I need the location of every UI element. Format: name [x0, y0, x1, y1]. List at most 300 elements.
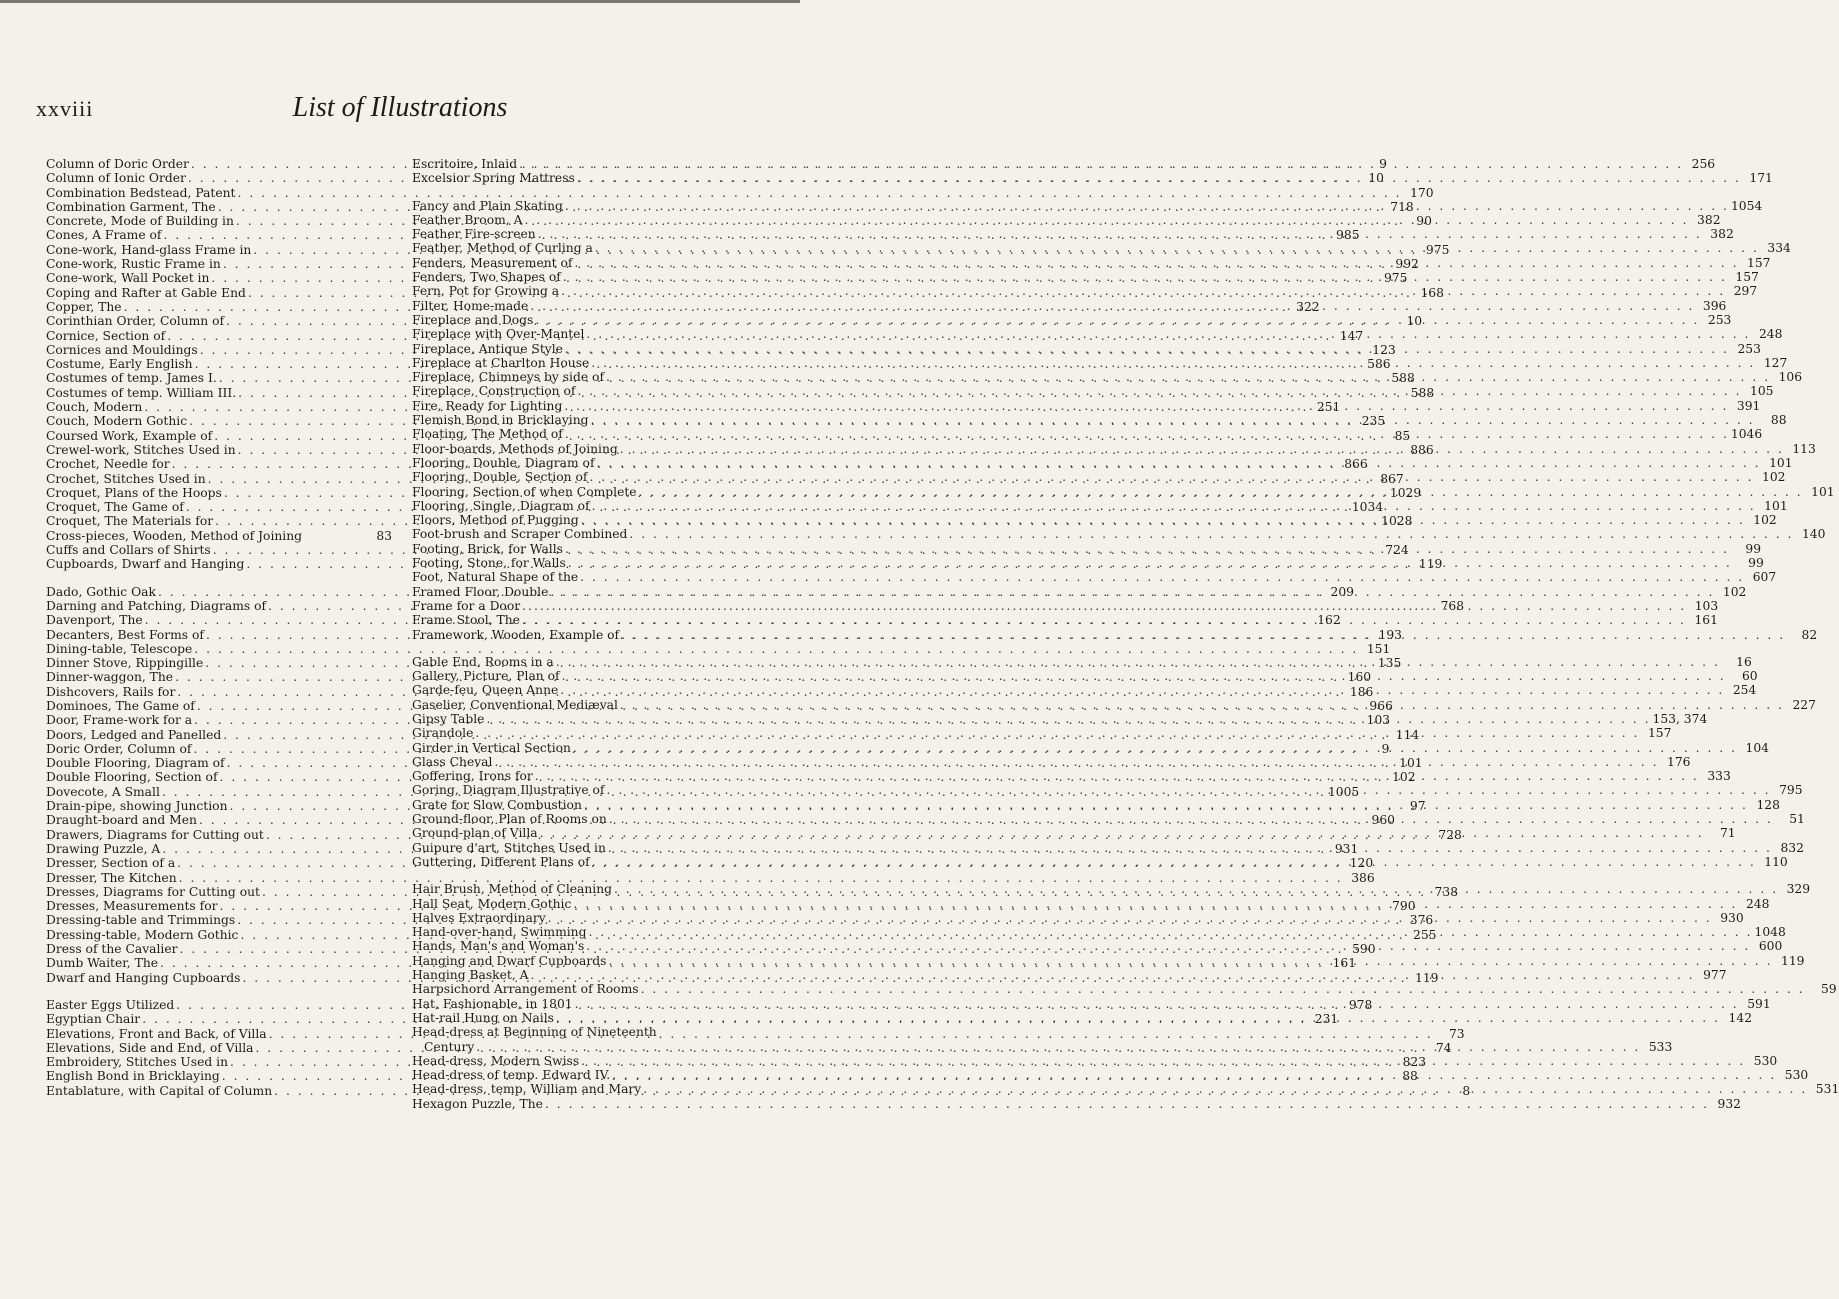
entry-title: Feather, Method of Curling a: [412, 241, 593, 256]
dot-leader: [590, 855, 1758, 869]
entry-page: 1028: [1381, 514, 1413, 529]
dot-leader: [584, 327, 1752, 341]
entry-page: 590: [1352, 942, 1376, 957]
entry-page: 718: [1390, 199, 1414, 214]
entry-page: 176: [1667, 754, 1691, 769]
entry-page: 119: [1418, 557, 1443, 572]
entry-page: 530: [1753, 1053, 1778, 1068]
entry-page: 119: [1415, 970, 1439, 985]
entry-page: 10: [1368, 171, 1384, 186]
index-entry: [46, 641, 1391, 656]
section-gap: [46, 572, 392, 585]
entry-title: Gallery, Picture, Plan of: [412, 669, 560, 684]
entry-title: Goffering, Irons for: [412, 769, 533, 784]
entry-title: Crochet, Needle for: [46, 457, 170, 472]
index-entry: [46, 529, 392, 543]
entry-title: Feather Fire-screen: [412, 227, 536, 242]
entry-title: Dumb Waiter, The: [46, 956, 159, 971]
entry-title: Entablature, with Capital of Column: [46, 1083, 273, 1098]
entry-page: 151: [1366, 641, 1391, 656]
entry-page: 71: [1719, 826, 1736, 841]
entry-title: Hall Seat, Modern Gothic: [412, 896, 572, 911]
entry-title: Dresser, The Kitchen: [46, 870, 177, 885]
entry-page: 992: [1395, 257, 1419, 272]
dot-leader: [590, 499, 1758, 513]
entry-page: 985: [1336, 228, 1360, 243]
dot-leader: [618, 698, 1786, 712]
dot-leader: [571, 741, 1739, 755]
entry-title: Fireplace with Over-Mantel: [412, 327, 585, 342]
dot-leader: [639, 982, 1807, 996]
dot-leader: [619, 628, 1787, 642]
entry-page: 248: [1758, 327, 1783, 342]
entry-title: Dominoes, The Game of: [46, 698, 195, 713]
entry-page: 322: [1296, 299, 1320, 314]
entry-page: 235: [1361, 414, 1386, 429]
dot-leader: [607, 812, 1775, 826]
entry-title: Goring, Diagram Illustrative of: [412, 783, 605, 798]
entry-page: 975: [1383, 271, 1408, 286]
entry-page: 123: [1372, 342, 1396, 357]
entry-title: Cornices and Mouldings: [46, 342, 198, 357]
dot-leader: [548, 585, 1716, 599]
entry-page: 114: [1395, 727, 1420, 742]
index-entry: [412, 740, 1770, 755]
entry-title: Fireplace at Charlton House: [412, 355, 590, 370]
page-number: xxviii: [36, 96, 94, 121]
entry-title: Door, Frame-work for a: [46, 713, 193, 728]
dot-leader: [610, 1068, 1778, 1082]
entry-page: 147: [1339, 328, 1364, 343]
entry-title: Hanging and Dwarf Cupboards: [412, 953, 607, 968]
entry-title: Excelsior Spring Mattress: [412, 171, 575, 186]
entry-page: 886: [1410, 442, 1434, 457]
dot-leader: [559, 284, 1727, 298]
entry-page: 193: [1378, 627, 1402, 642]
dot-leader: [605, 783, 1773, 797]
entry-title: Foot-brush and Scraper Combined: [412, 527, 628, 542]
entry-page: 1046: [1730, 427, 1763, 442]
entry-title: Framed Floor, Double: [412, 584, 549, 599]
entry-page: 591: [1747, 996, 1771, 1011]
section-gap: [412, 869, 770, 882]
entry-title: Head-dress, temp. William and Mary: [412, 1082, 642, 1097]
dot-leader: [517, 157, 1685, 171]
entry-title: Hands, Man's and Woman's: [412, 939, 585, 954]
entry-page: 104: [1745, 740, 1770, 755]
entry-title: Combination Bedstead, Patent: [46, 185, 236, 200]
entry-page: 930: [1720, 910, 1744, 925]
entry-title: Cone-work, Hand-glass Frame in: [46, 242, 252, 257]
entry-title: Costumes of temp. James I.: [46, 371, 217, 386]
entry-title: Dining-table, Telescope: [46, 641, 193, 656]
dot-leader: [586, 925, 1754, 939]
entry-page: 382: [1697, 212, 1721, 227]
entry-title: Floors, Method of Pugging: [412, 513, 579, 528]
index-entry: [412, 1025, 770, 1039]
dot-leader: [584, 939, 1752, 953]
entry-title: Halves Extraordinary: [412, 910, 546, 925]
entry-title: Dresser, Section of a: [46, 856, 176, 871]
entry-title: Dovecote, A Small: [46, 784, 160, 799]
entry-title: Girandole: [412, 726, 474, 741]
entry-title: Fireplace and Dogs: [412, 312, 534, 327]
entry-page: 253: [1737, 341, 1761, 356]
entry-title: Hexagon Puzzle, The: [412, 1096, 543, 1111]
entry-title: Hair Brush, Method of Cleaning: [412, 882, 613, 897]
entry-page: 113: [1792, 441, 1816, 456]
entry-page: 88: [1770, 413, 1787, 428]
entry-title: Cone-work, Rustic Frame in: [46, 257, 221, 272]
entry-page: 168: [1420, 285, 1444, 300]
entry-title: Glass Cheval: [412, 754, 493, 769]
entry-title: Garde-feu, Queen Anne: [412, 683, 559, 698]
entry-page: 120: [1349, 856, 1374, 871]
entry-title: Costumes of temp. William III.: [46, 385, 237, 400]
entry-page: 142: [1728, 1010, 1753, 1025]
entry-title: Dress of the Cavalier: [46, 942, 178, 957]
entry-page: 823: [1402, 1055, 1427, 1070]
entry-page: 960: [1371, 813, 1396, 828]
entry-page: 101: [1764, 498, 1788, 513]
entry-title: Coping and Rafter at Gable End: [46, 285, 246, 300]
entry-title: Decanters, Best Forms of: [46, 627, 204, 642]
entry-page: 248: [1745, 896, 1770, 911]
entry-page: 186: [1349, 684, 1374, 699]
entry-title: Framework, Wooden, Example of: [412, 627, 620, 642]
dot-leader: [554, 1011, 1722, 1025]
entry-page: 588: [1391, 371, 1415, 386]
entry-page: 376: [1409, 913, 1434, 928]
entry-page: 99: [1745, 541, 1762, 556]
entry-title: Crewel-work, Stitches Used in: [46, 442, 236, 457]
dot-leader: [595, 456, 1763, 470]
dot-leader: [520, 613, 1688, 627]
entry-title: Century: [424, 1039, 475, 1054]
entry-title: Hat-rail Hung on Nails: [412, 1010, 554, 1025]
entry-title: Fire, Ready for Lighting: [412, 398, 563, 413]
entry-title: Fenders, Measurement of: [412, 255, 573, 270]
index-entry: [46, 185, 1434, 200]
entry-page: 140: [1801, 527, 1826, 542]
entry-page: 106: [1778, 370, 1803, 385]
entry-title: Cupboards, Dwarf and Hanging: [46, 557, 245, 572]
entry-title: Column of Ionic Order: [46, 171, 186, 186]
entry-title: Dishcovers, Rails for: [46, 684, 176, 699]
entry-title: Draught-board and Men: [46, 813, 197, 828]
entry-title: Fireplace, Construction of: [412, 384, 576, 399]
dot-leader: [560, 669, 1728, 683]
dot-leader: [579, 1054, 1747, 1068]
entry-page: 334: [1767, 241, 1791, 256]
entry-page: 1005: [1327, 784, 1360, 799]
entry-title: Drain-pipe, showing Junction: [46, 799, 228, 814]
entry-title: Egyptian Chair: [46, 1012, 141, 1027]
top-rule: [0, 0, 800, 3]
entry-title: Foot, Natural Shape of the: [412, 570, 579, 585]
dot-leader: [536, 227, 1704, 241]
entry-title: Fenders, Two Shapes of: [412, 270, 561, 285]
index-entry: [412, 570, 1777, 585]
dot-leader: [566, 556, 1734, 570]
entry-title: Cornice, Section of: [46, 328, 166, 343]
dot-leader: [606, 954, 1774, 971]
dot-leader: [561, 270, 1729, 284]
entry-title: Filter, Home-made: [412, 298, 529, 313]
entry-page: 110: [1764, 854, 1788, 869]
section-gap: [412, 642, 770, 655]
entry-title: Croquet, Plans of the Hoops: [46, 485, 222, 500]
entry-title: Couch, Modern: [46, 400, 143, 415]
dot-leader: [563, 542, 1731, 556]
entry-title: Doric Order, Column of: [46, 741, 192, 756]
entry-page: 102: [1753, 513, 1777, 528]
dot-leader: [604, 370, 1772, 384]
entry-title: Hand-over-hand, Swimming: [412, 925, 587, 940]
entry-title: Harpsichord Arrangement of Rooms: [412, 982, 639, 997]
entry-page: 966: [1369, 698, 1393, 713]
entry-page: 9: [1381, 741, 1390, 756]
entry-page: 160: [1347, 670, 1372, 685]
entry-title: Corinthian Order, Column of: [46, 314, 225, 329]
dot-leader: [618, 442, 1786, 456]
entry-title: Croquet, The Materials for: [46, 514, 214, 529]
entry-title: Head-dress at Beginning of Nineteenth: [412, 1025, 657, 1040]
entry-title: Flemish Bond in Bricklaying: [412, 413, 589, 428]
index-entry: [46, 870, 1375, 885]
entry-page: 832: [1780, 840, 1804, 855]
entry-page: 88: [1402, 1069, 1418, 1084]
entry-page: 255: [1413, 927, 1437, 942]
dot-leader: [578, 570, 1746, 584]
entry-title: Doors, Ledged and Panelled: [46, 727, 222, 742]
dot-leader: [641, 1082, 1809, 1096]
entry-page: 1029: [1389, 485, 1422, 500]
entry-title: Escritoire, Inlaid: [412, 157, 518, 171]
entry-title: Hat, Fashionable, in 1801: [412, 996, 573, 1011]
entry-title: Elevations, Front and Back, of Villa: [46, 1026, 267, 1041]
entry-page: 90: [1416, 214, 1432, 229]
entry-page: 724: [1385, 543, 1409, 558]
entry-page: 533: [1648, 1039, 1673, 1054]
dot-leader: [533, 769, 1701, 783]
entry-title: Davenport, The: [46, 613, 143, 628]
entry-title: Gable End, Rooms in a: [412, 654, 554, 669]
dot-leader: [558, 683, 1726, 697]
index-entry: [412, 982, 1837, 997]
section-gap: [46, 985, 392, 998]
entry-title: Girder in Vertical Section: [412, 740, 571, 755]
entry-page: 10: [1406, 314, 1423, 329]
entry-title: Dinner Stove, Rippingille: [46, 656, 204, 671]
entry-title: Grate for Slow Combustion: [412, 797, 582, 812]
entry-page: 530: [1784, 1068, 1809, 1083]
entry-title: Frame for a Door: [412, 598, 521, 613]
entry-page: 256: [1691, 157, 1716, 171]
dot-leader: [529, 968, 1697, 982]
entry-page: 329: [1786, 882, 1811, 897]
entry-page: 600: [1758, 939, 1783, 954]
entry-title: Easter Eggs Utilized: [46, 997, 175, 1012]
dot-leader: [484, 712, 1652, 726]
entry-page: 82: [1801, 627, 1818, 642]
dot-leader: [528, 299, 1696, 313]
entry-page: 153, 374: [1652, 711, 1708, 726]
entry-page: 16: [1736, 654, 1752, 669]
entry-page: 128: [1756, 797, 1780, 812]
entry-title: Dwarf and Hanging Cupboards: [46, 970, 241, 985]
entry-title: Flooring, Single, Diagram of: [412, 498, 590, 513]
entry-page: 1034: [1351, 500, 1384, 515]
entry-page: 59: [1820, 982, 1837, 997]
entry-title: Dresses, Measurements for: [46, 899, 218, 914]
entry-page: 978: [1348, 997, 1373, 1012]
entry-page: 931: [1334, 841, 1359, 856]
entry-title: Gipsy Table: [412, 711, 485, 726]
entry-title: Copper, The: [46, 299, 122, 314]
dot-leader: [563, 199, 1731, 213]
entry-title: Dado, Gothic Oak: [46, 584, 156, 599]
entry-title: Cone-work, Wall Pocket in: [46, 271, 210, 286]
entry-page: 728: [1438, 827, 1462, 842]
entry-title: Frame Stool, The: [412, 613, 520, 628]
entry-title: Drawers, Diagrams for Cutting out: [46, 827, 264, 842]
entry-title: Crochet, Stitches Used in: [46, 471, 206, 486]
dot-leader: [573, 997, 1741, 1011]
dot-leader: [587, 470, 1755, 484]
dot-leader: [637, 485, 1805, 499]
entry-title: Elevations, Side and End, of Villa: [46, 1040, 254, 1055]
entry-page: 251: [1316, 400, 1341, 415]
entry-page: 157: [1747, 255, 1771, 270]
dot-leader: [589, 356, 1757, 370]
entry-page: 162: [1317, 613, 1341, 628]
dot-leader: [606, 841, 1774, 855]
entry-page: 127: [1763, 355, 1788, 370]
dot-leader: [582, 798, 1750, 812]
entry-page: 60: [1741, 669, 1758, 684]
dot-leader: [520, 599, 1688, 613]
dot-leader: [563, 342, 1731, 356]
entry-title: Coursed Work, Example of: [46, 428, 213, 443]
entry-title: Fireplace, Chimneys by side of: [412, 370, 605, 385]
dot-leader: [563, 427, 1731, 441]
entry-page: 396: [1702, 298, 1727, 313]
entry-page: 51: [1789, 812, 1805, 827]
page-title: List of Illustrations: [292, 92, 508, 123]
entry-title: Floor-boards, Methods of Joining: [412, 441, 618, 456]
entry-title: Flooring, Double, Diagram of: [412, 455, 595, 470]
entry-page: 102: [1722, 584, 1747, 599]
page-header: [0, 92, 800, 136]
entry-title: Dresses, Diagrams for Cutting out: [46, 884, 260, 899]
entry-title: Cross-pieces, Wooden, Method of Joining: [46, 528, 303, 543]
entry-title: Croquet, The Game of: [46, 500, 184, 515]
entry-page: 231: [1314, 1012, 1339, 1027]
dot-leader: [571, 897, 1739, 914]
entry-page: 102: [1392, 770, 1416, 785]
entry-page: 588: [1410, 385, 1435, 400]
entry-page: 97: [1409, 799, 1426, 814]
index-entry: [412, 157, 1716, 171]
entry-page: 790: [1392, 899, 1416, 914]
entry-page: 105: [1750, 384, 1774, 399]
entry-title: Gaselier, Conventional Mediæval: [412, 697, 618, 712]
entry-page: 297: [1733, 284, 1758, 299]
dot-leader: [572, 256, 1740, 270]
entry-page: 101: [1811, 484, 1835, 499]
entry-title: Fireplace, Antique Style: [412, 341, 563, 356]
dot-leader: [612, 882, 1780, 896]
entry-title: Ground-floor, Plan of Rooms on: [412, 812, 607, 827]
entry-page: 101: [1769, 455, 1793, 470]
entry-title: Head-dress, Modern Swiss: [412, 1053, 580, 1068]
dot-leader: [554, 655, 1722, 669]
entry-page: 85: [1394, 428, 1411, 443]
entry-page: 157: [1647, 726, 1672, 741]
entry-page: 866: [1344, 457, 1368, 472]
entry-page: 8: [1462, 1083, 1471, 1098]
entry-page: 391: [1736, 398, 1761, 413]
entry-title: Embroidery, Stitches Used in: [46, 1055, 229, 1070]
entry-title: Double Flooring, Section of: [46, 770, 218, 785]
entry-page: 586: [1367, 357, 1391, 372]
entry-page: 382: [1710, 227, 1734, 242]
entry-title: Column of Doric Order: [46, 157, 189, 171]
index-entry: [412, 1082, 1839, 1097]
dot-leader: [492, 755, 1660, 769]
entry-title: Head-dress of temp. Edward IV.: [412, 1068, 611, 1083]
entry-page: 9: [1379, 157, 1387, 171]
entry-title: Fancy and Plain Skating: [412, 198, 563, 213]
entry-title: Footing, Brick, for Walls: [412, 541, 563, 556]
entry-page: 157: [1735, 270, 1759, 285]
entry-title: Cuffs and Collars of Shirts: [46, 543, 211, 558]
index-columns: [46, 157, 1839, 1111]
entry-title: Footing, Stone, for Walls: [412, 556, 566, 571]
dot-leader: [593, 241, 1761, 255]
entry-page: 795: [1779, 783, 1803, 798]
entry-page: 170: [1410, 185, 1434, 200]
dot-leader: [575, 171, 1743, 185]
entry-page: 83: [376, 528, 392, 543]
dot-leader: [575, 384, 1743, 398]
entry-page: 932: [1717, 1096, 1741, 1111]
entry-page: 102: [1762, 470, 1786, 485]
dot-leader: [589, 413, 1757, 427]
entry-page: 1048: [1754, 925, 1786, 940]
entry-page: 209: [1330, 584, 1355, 599]
index-entry: [412, 1096, 1741, 1111]
entry-page: 975: [1425, 242, 1450, 257]
entry-title: Ground-plan of Villa: [412, 826, 538, 841]
entry-page: 768: [1440, 598, 1465, 613]
entry-page: 227: [1792, 697, 1816, 712]
entry-page: 161: [1332, 956, 1357, 971]
entry-page: 386: [1351, 870, 1375, 885]
entry-page: 1054: [1730, 198, 1763, 213]
entry-title: Hanging Basket, A: [412, 968, 529, 983]
entry-page: 253: [1707, 312, 1732, 327]
entry-page: 101: [1399, 756, 1423, 771]
dot-leader: [522, 213, 1690, 227]
dot-leader: [533, 313, 1701, 327]
entry-title: Drawing Puzzle, A: [46, 841, 161, 856]
entry-page: 74: [1435, 1040, 1452, 1055]
entry-page: 254: [1732, 683, 1757, 698]
entry-page: 333: [1707, 769, 1731, 784]
entry-page: 119: [1781, 953, 1805, 968]
